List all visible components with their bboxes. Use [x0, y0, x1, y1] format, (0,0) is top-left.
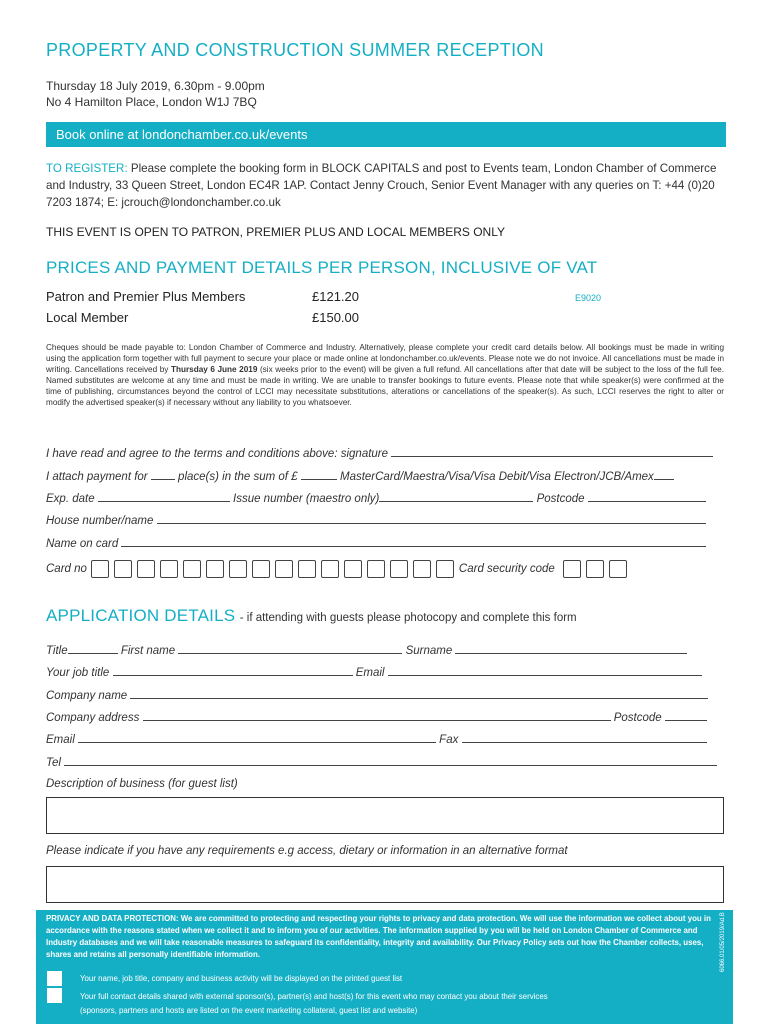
tel-row — [46, 755, 717, 769]
register-text: Please complete the booking form in BLOCK CAPITALS and post to Events team, London Chamber of Commerce and Industry, 33 Queen Street, London EC4R 1AP. Contact Jenny Crouch, Senior Event Manager with any queries on T: +44 (0)20 7203 1874; E: jcrouch@londonchamber.co.uk — [46, 162, 717, 209]
expiry-row — [46, 491, 706, 505]
event-date: Thursday 18 July 2019, 6.30pm - 9.00pm — [46, 79, 265, 93]
sum-label: place(s) in the sum of £ — [178, 471, 298, 483]
security-code-label: Card security code — [458, 563, 555, 575]
card-types-label: MasterCard/Maestra/Visa/Visa Debit/Visa Electron/JCB/Amex — [339, 471, 654, 483]
title-label: Title — [46, 645, 68, 657]
issue-field[interactable] — [379, 491, 533, 502]
form-reference: 6066.01/05/2019/Ad.B — [720, 912, 726, 972]
terms-text — [46, 342, 724, 408]
prices-heading: PRICES AND PAYMENT DETAILS PER PERSON, INCLUSIVE OF VAT — [46, 258, 598, 277]
application-heading-row — [46, 606, 577, 626]
terms-deadline: Thursday 6 June 2019 — [170, 365, 258, 374]
application-subheading: - if attending with guests please photocopy and complete this form — [239, 612, 577, 624]
first-name-label: First name — [120, 645, 176, 657]
email-field-2[interactable] — [78, 732, 436, 743]
requirements-label: Please indicate if you have any requirements e.g access, dietary or information in an alternative format — [46, 845, 568, 857]
email-label-1: Email — [355, 667, 385, 679]
email-label-2: Email — [46, 734, 75, 746]
privacy-footer — [36, 910, 733, 1024]
card-digit-box[interactable] — [298, 560, 316, 578]
card-digit-box[interactable] — [137, 560, 155, 578]
description-textarea[interactable] — [46, 797, 724, 834]
privacy-text: PRIVACY AND DATA PROTECTION: We are committed to protecting and respecting your rights to privacy and data protection. We will use the information we collect about you in accordance with the reasons stated when we collect it and to inform you of our activities. The information supplied by you will be held on London Chamber of Commerce and Industry databases and we will take reasonable measures to safeguard its confidentiality, integrity and availability. Our Privacy Policy sets out how the Chamber collects, uses, shares and retains all personally identifiable information. — [46, 914, 711, 959]
share-details-note: (sponsors, partners and hosts are listed on the event marketing collateral, guest list and website) — [80, 1006, 418, 1015]
share-details-option: Your full contact details shared with external sponsor(s), partner(s) and host(s) for this event who may contact you about their services — [80, 992, 548, 1001]
postcode-field-2[interactable] — [665, 710, 707, 721]
price-value-local: £150.00 — [312, 310, 359, 325]
postcode-label: Postcode — [536, 493, 585, 505]
signature-field[interactable] — [391, 446, 713, 457]
job-row — [46, 665, 702, 679]
issue-label: Issue number (maestro only) — [233, 493, 380, 505]
house-field[interactable] — [157, 513, 706, 524]
register-instructions — [46, 160, 722, 211]
signature-row — [46, 446, 713, 460]
requirements-textarea[interactable] — [46, 866, 724, 903]
fax-label: Fax — [439, 734, 459, 746]
card-digit-box[interactable] — [344, 560, 362, 578]
guest-list-option: Your name, job title, company and business activity will be displayed on the printed guest list — [80, 974, 403, 983]
card-number-boxes — [91, 560, 459, 578]
card-digit-box[interactable] — [114, 560, 132, 578]
description-label: Description of business (for guest list) — [46, 778, 238, 790]
price-label-local: Local Member — [46, 310, 129, 325]
company-address-field[interactable] — [143, 710, 611, 721]
card-number-row — [46, 560, 632, 578]
company-address-label: Company address — [46, 712, 140, 724]
exp-field[interactable] — [98, 491, 230, 502]
card-digit-box[interactable] — [390, 560, 408, 578]
email-field-1[interactable] — [388, 665, 702, 676]
card-no-label: Card no — [46, 563, 87, 575]
booking-banner — [46, 122, 726, 147]
title-field[interactable] — [68, 643, 118, 654]
security-digit-box[interactable] — [586, 560, 604, 578]
card-digit-box[interactable] — [206, 560, 224, 578]
payment-row — [46, 469, 674, 483]
signature-label: I have read and agree to the terms and conditions above: signature — [46, 448, 389, 460]
card-digit-box[interactable] — [275, 560, 293, 578]
company-address-row — [46, 710, 707, 724]
surname-label: Surname — [405, 645, 453, 657]
application-heading: APPLICATION DETAILS — [46, 606, 236, 625]
house-label: House number/name — [46, 515, 154, 527]
house-row — [46, 513, 706, 527]
company-name-field[interactable] — [130, 688, 708, 699]
sum-field[interactable] — [301, 469, 337, 480]
places-field[interactable] — [151, 469, 175, 480]
tel-field[interactable] — [64, 755, 717, 766]
job-title-label: Your job title — [46, 667, 110, 679]
company-name-label: Company name — [46, 690, 128, 702]
card-digit-box[interactable] — [321, 560, 339, 578]
terms-part-2: (six weeks prior to the event) will be given a full refund. All cancellations after that date will be subject to the loss of the full fee. Named substitutes are welcome at any time and must be made in writing. We are unable to transfer bookings to future events. Please note that while speaker(s) were confirmed at the time of publishing, circumstances beyond the control of LCCI may necessitate substitutions, alterations or cancellations of the speaker(s). As such, LCCI reserves the right to alter or modify the advertised speaker(s) if necessary without any liability to you whatsoever. — [46, 365, 724, 407]
share-details-checkbox[interactable] — [47, 988, 62, 1003]
card-digit-box[interactable] — [91, 560, 109, 578]
postcode-label-2: Postcode — [613, 712, 662, 724]
email-fax-row — [46, 732, 707, 746]
card-type-field[interactable] — [654, 469, 674, 480]
name-row — [46, 643, 687, 657]
event-code: E9020 — [575, 293, 602, 303]
tel-label: Tel — [46, 757, 61, 769]
event-title: PROPERTY AND CONSTRUCTION SUMMER RECEPTION — [46, 40, 544, 60]
fax-field[interactable] — [462, 732, 707, 743]
surname-field[interactable] — [455, 643, 687, 654]
booking-link[interactable]: Book online at londonchamber.co.uk/events — [56, 127, 308, 142]
name-on-card-label: Name on card — [46, 538, 119, 550]
card-digit-box[interactable] — [160, 560, 178, 578]
card-digit-box[interactable] — [367, 560, 385, 578]
guest-list-checkbox[interactable] — [47, 971, 62, 986]
security-digit-box[interactable] — [609, 560, 627, 578]
security-code-boxes — [563, 560, 632, 578]
card-digit-box[interactable] — [436, 560, 454, 578]
job-title-field[interactable] — [113, 665, 353, 676]
company-name-row — [46, 688, 708, 702]
price-label-patron: Patron and Premier Plus Members — [46, 289, 246, 304]
terms-part-1: Cheques should be made payable to: London Chamber of Commerce and Industry. Alternatively, please complete your credit card details below. All bookings must be made in writing using the application form together with full payment to secure your place or made online at londonchamber.co.uk/events. Please note we do not invoice. All cancellations must be made in writing. Cancellations received by — [46, 343, 724, 374]
card-digit-box[interactable] — [229, 560, 247, 578]
card-digit-box[interactable] — [183, 560, 201, 578]
name-on-card-field[interactable] — [121, 536, 706, 547]
price-value-patron: £121.20 — [312, 289, 359, 304]
attach-label: I attach payment for — [46, 471, 148, 483]
card-digit-box[interactable] — [413, 560, 431, 578]
security-digit-box[interactable] — [563, 560, 581, 578]
register-label: TO REGISTER: — [46, 162, 128, 175]
name-on-card-row — [46, 536, 706, 550]
members-notice: THIS EVENT IS OPEN TO PATRON, PREMIER PLUS AND LOCAL MEMBERS ONLY — [46, 225, 505, 239]
payment-postcode-field[interactable] — [588, 491, 706, 502]
card-digit-box[interactable] — [252, 560, 270, 578]
first-name-field[interactable] — [178, 643, 402, 654]
event-venue: No 4 Hamilton Place, London W1J 7BQ — [46, 95, 257, 109]
exp-label: Exp. date — [46, 493, 95, 505]
